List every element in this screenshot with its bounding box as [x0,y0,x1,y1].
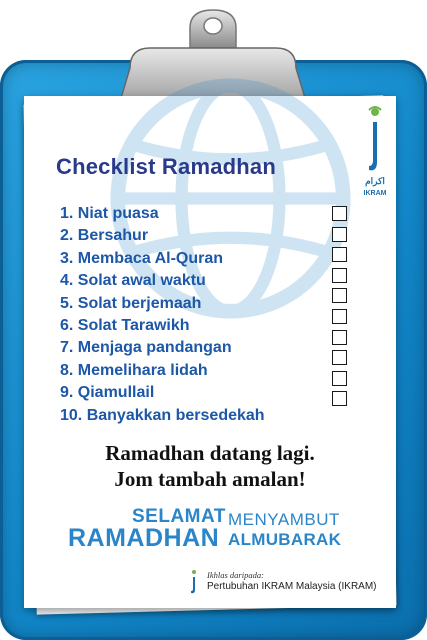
checkbox[interactable] [332,268,347,283]
ikram-logo-icon [357,102,393,180]
slogan [50,440,370,492]
checkbox[interactable] [332,247,347,262]
slogan-line-2: Jom tambah amalan! [114,467,306,491]
footer-ikhlas: Ikhlas daripada: [207,570,264,580]
list-item: 7. Menjaga pandangan [60,339,232,357]
list-item: 2. Bersahur [60,227,149,245]
greeting-almubarak: ALMUBARAK [228,530,342,549]
checklist [60,203,265,427]
list-item: 4. Solat awal waktu [60,272,206,290]
list-item: 1. Niat puasa [60,205,159,222]
list-item: 6. Solat Tarawikh [60,316,190,334]
list-item: 3. Membaca Al-Quran [60,249,224,267]
checkbox-column [332,206,347,412]
page-title: Checklist Ramadhan [56,154,277,179]
footer-organization: Pertubuhan IKRAM Malaysia (IKRAM) [207,581,377,592]
greeting-menyambut: MENYAMBUT [228,510,340,529]
list-item: 9. Qiamullail [60,384,155,402]
greeting-ramadhan: RAMADHAN [68,524,220,552]
logo-arabic-text: اكرام [365,176,385,186]
checkbox[interactable] [332,227,347,242]
list-item: 10. Banyakkan bersedekah [60,406,265,424]
checkbox[interactable] [332,350,347,365]
checkbox[interactable] [332,391,347,406]
checkbox[interactable] [332,288,347,303]
footer-logo-icon [186,568,202,598]
list-item: 5. Solat berjemaah [60,294,202,312]
slogan-line-1: Ramadhan datang lagi. [105,441,315,465]
greeting-selamat: SELAMAT [132,506,226,527]
logo-name-text: IKRAM [363,190,387,197]
checkbox[interactable] [332,309,347,324]
checkbox[interactable] [332,206,347,221]
checkbox[interactable] [332,371,347,386]
checkbox[interactable] [332,330,347,345]
list-item: 8. Memelihara lidah [60,361,208,379]
ikram-logo [357,102,393,202]
